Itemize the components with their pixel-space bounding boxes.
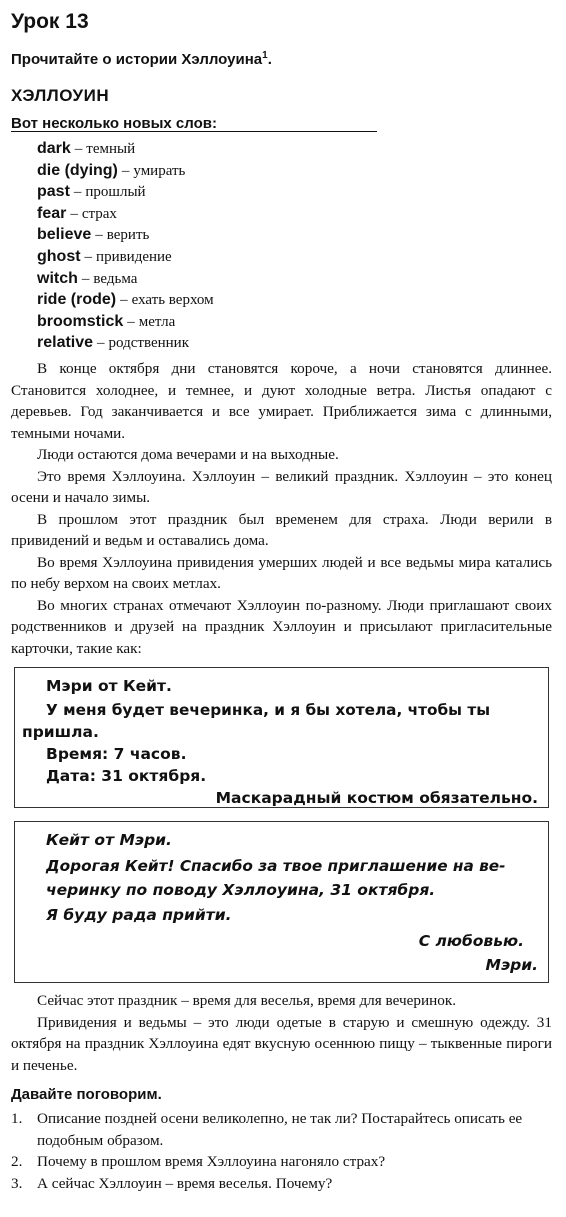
vocab-english: past — [37, 183, 70, 201]
paragraph: Привидения и ведьмы – это люди одетые в старую и смешную одежду. 31 октября на праздник Хэллоуина едят вкусную осеннюю пищу – тыквенные пироги и печенье. — [11, 1013, 552, 1074]
closing-text — [11, 990, 552, 1076]
vocab-english: ride (rode) — [37, 291, 117, 309]
vocab-english: ghost — [37, 247, 81, 265]
invitation-card — [14, 667, 549, 808]
reply-card — [14, 821, 549, 983]
wordlist-heading: Вот несколько новых слов: — [11, 115, 217, 132]
vocab-english: believe — [37, 226, 92, 244]
vocab-dash: – — [120, 292, 128, 309]
vocab-item — [37, 160, 214, 182]
vocab-russian: родственник — [108, 335, 189, 352]
vocab-russian: прошлый — [85, 184, 146, 201]
vocab-item — [37, 289, 214, 311]
vocabulary-list — [37, 138, 214, 354]
paragraph: Сейчас этот праздник – время для веселья, время для вечеринок. — [37, 992, 456, 1009]
card-message: У меня будет вечеринка, и я бы хотела, чтобы ты — [46, 701, 491, 719]
card-date: Дата: 31 октября. — [46, 767, 207, 785]
paragraph: В прошлом этот праздник был временем для страха. Люди верили в привидений и ведьм и оставались дома. — [11, 510, 552, 549]
paragraph: Во время Хэллоуина привидения умерших людей и все ведьмы мира катались по небу верхом на своих метлах. — [11, 553, 552, 592]
vocab-item — [37, 138, 214, 160]
question-number: 3. — [11, 1174, 23, 1192]
vocab-english: die (dying) — [37, 161, 118, 179]
vocab-dash: – — [121, 162, 130, 179]
question-text: Почему в прошлом время Хэллоуина нагоняло страх? — [37, 1153, 386, 1170]
vocab-russian: ехать верхом — [131, 292, 214, 309]
question-number: 1. — [11, 1110, 23, 1127]
vocab-english: witch — [37, 269, 78, 287]
vocab-english: relative — [37, 334, 94, 352]
main-text — [11, 358, 552, 659]
card-addressee: Мэри от Кейт. — [46, 677, 172, 695]
lesson-title: Урок 13 — [11, 10, 89, 33]
paragraph: В конце октября дни становятся короче, а ночи становятся длиннее. Становится холоднее, и темнее, и дуют холодные ветра. Листья опадают с деревьев. Год заканчивается и все умирает. Приближается зима с длинными, темными ночами. — [11, 360, 552, 442]
question-number: 2. — [11, 1153, 23, 1170]
reply-message-cont: черинку по поводу Хэллоуина, 31 октября. — [46, 881, 436, 899]
card-costume-note: Маскарадный костюм обязательно. — [215, 789, 538, 807]
question-item — [11, 1108, 556, 1151]
reply-message: Дорогая Кейт! Спасибо за твое приглашение на ве- — [46, 857, 506, 875]
vocab-item — [37, 224, 214, 246]
paragraph: Это время Хэллоуина. Хэллоуин – великий праздник. Хэллоуин – это конец осени и начало зимы. — [11, 467, 552, 506]
vocab-item — [37, 332, 214, 354]
wordlist-underline — [11, 131, 377, 132]
reply-addressee: Кейт от Мэри. — [46, 831, 172, 849]
text-title: ХЭЛЛОУИН — [11, 86, 110, 105]
card-time: Время: 7 часов. — [46, 745, 187, 763]
footnote-marker: 1 — [262, 50, 268, 61]
vocab-item — [37, 268, 214, 290]
vocab-dash: – — [97, 335, 105, 352]
vocab-russian: темный — [86, 141, 136, 157]
question-text: Описание поздней осени великолепно, не так ли? Постарайтесь описать ее подобным образом. — [37, 1110, 523, 1149]
question-item — [11, 1151, 556, 1173]
vocab-russian: ведьма — [93, 270, 138, 287]
vocab-item — [37, 311, 214, 333]
vocab-dash: – — [74, 141, 83, 157]
question-text: А сейчас Хэллоуин – время веселья. Почему? — [37, 1174, 333, 1192]
instruction-text: Прочитайте о истории Хэллоуина — [11, 51, 263, 68]
reading-instruction — [11, 50, 272, 68]
instruction-end: . — [267, 51, 272, 68]
vocab-russian: метла — [138, 313, 176, 330]
vocab-dash: – — [95, 227, 103, 244]
question-item — [11, 1173, 556, 1195]
vocab-english: fear — [37, 204, 67, 222]
vocab-item — [37, 203, 214, 225]
vocab-dash: – — [84, 248, 93, 265]
question-list — [11, 1108, 556, 1194]
reply-accept: Я буду рада прийти. — [46, 906, 232, 924]
paragraph: Люди остаются дома вечерами и на выходные. — [37, 446, 339, 463]
vocab-russian: привидение — [96, 248, 172, 265]
discussion-heading: Давайте поговорим. — [11, 1086, 162, 1103]
vocab-russian: верить — [106, 227, 150, 244]
reply-signature: Мэри. — [485, 956, 538, 974]
vocab-dash: – — [70, 205, 78, 222]
vocab-english: broomstick — [37, 312, 124, 330]
vocab-english: dark — [37, 140, 71, 157]
card-message-cont: пришла. — [22, 723, 99, 741]
vocab-dash: – — [81, 270, 90, 287]
paragraph: Во многих странах отмечают Хэллоуин по-разному. Люди приглашают своих родственников и друзей на праздник Хэллоуин и присылают пригласительные карточки, такие как: — [11, 596, 552, 657]
reply-closing: С любовью. — [418, 932, 524, 950]
vocab-dash: – — [73, 184, 82, 201]
vocab-russian: страх — [81, 205, 117, 222]
vocab-item — [37, 181, 214, 203]
vocab-dash: – — [127, 313, 135, 330]
vocab-russian: умирать — [133, 162, 186, 179]
vocab-item — [37, 246, 214, 268]
